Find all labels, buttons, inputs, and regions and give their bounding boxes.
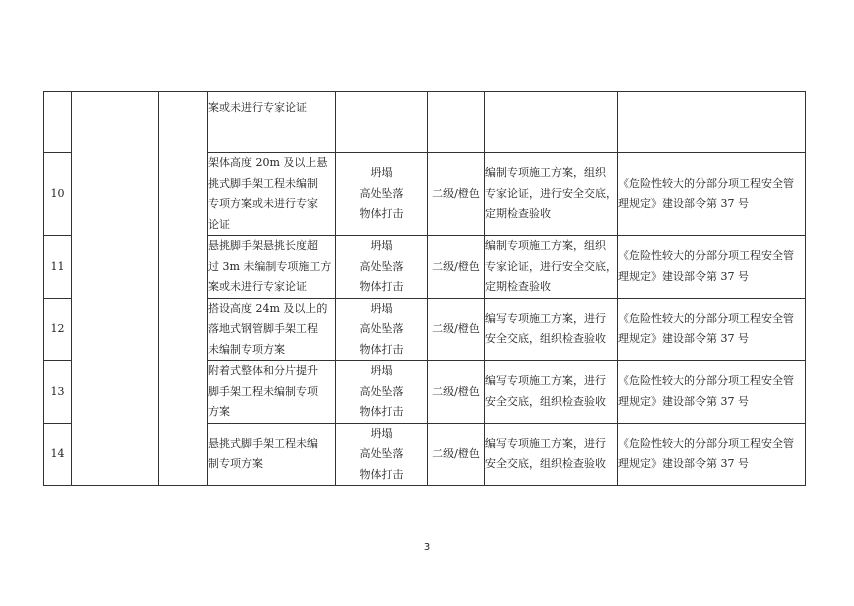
regulation-basis: 《危险性较大的分部分项工程安全管 理规定》建设部令第 37 号 [618,423,806,486]
accident-types: 坍塌 高处坠落 物体打击 [336,298,428,361]
row-number [44,92,72,153]
risk-level: 二级/橙色 [428,153,485,236]
hazard-description: 案或未进行专家论证 [208,92,336,153]
risk-level [428,92,485,153]
page-number: 3 [423,542,431,553]
accident-types: 坍塌 高处坠落 物体打击 [336,153,428,236]
table-row [44,92,806,153]
category-cell [72,92,159,486]
control-measures: 编写专项施工方案，进行 安全交底，组织检查验收 [485,298,618,361]
regulation-basis: 《危险性较大的分部分项工程安全管 理规定》建设部令第 37 号 [618,361,806,424]
risk-level: 二级/橙色 [428,423,485,486]
regulation-basis: 《危险性较大的分部分项工程安全管 理规定》建设部令第 37 号 [618,236,806,299]
accident-types: 坍塌 高处坠落 物体打击 [336,423,428,486]
control-measures: 编制专项施工方案，组织 专家论证，进行安全交底， 定期检查验收 [485,153,618,236]
accident-types [336,92,428,153]
regulation-basis: 《危险性较大的分部分项工程安全管 理规定》建设部令第 37 号 [618,298,806,361]
regulation-basis: 《危险性较大的分部分项工程安全管 理规定》建设部令第 37 号 [618,153,806,236]
control-measures: 编写专项施工方案，进行 安全交底，组织检查验收 [485,361,618,424]
risk-table [43,91,806,486]
row-number: 14 [44,423,72,486]
risk-level: 二级/橙色 [428,361,485,424]
risk-level: 二级/橙色 [428,298,485,361]
hazard-description: 悬挑式脚手架工程未编 制专项方案 [208,423,336,486]
row-number: 12 [44,298,72,361]
row-number: 13 [44,361,72,424]
hazard-description: 架体高度 20m 及以上悬 挑式脚手架工程未编制 专项方案或未进行专家 论证 [208,153,336,236]
subcategory-cell [159,92,208,486]
row-number: 11 [44,236,72,299]
risk-level: 二级/橙色 [428,236,485,299]
regulation-basis [618,92,806,153]
control-measures: 编制专项施工方案，组织 专家论证，进行安全交底， 定期检查验收 [485,236,618,299]
control-measures [485,92,618,153]
accident-types: 坍塌 高处坠落 物体打击 [336,361,428,424]
control-measures: 编写专项施工方案，进行 安全交底，组织检查验收 [485,423,618,486]
hazard-description: 搭设高度 24m 及以上的 落地式钢管脚手架工程 未编制专项方案 [208,298,336,361]
accident-types: 坍塌 高处坠落 物体打击 [336,236,428,299]
hazard-description: 悬挑脚手架悬挑长度超 过 3m 未编制专项施工方 案或未进行专家论证 [208,236,336,299]
hazard-description: 附着式整体和分片提升 脚手架工程未编制专项 方案 [208,361,336,424]
row-number: 10 [44,153,72,236]
